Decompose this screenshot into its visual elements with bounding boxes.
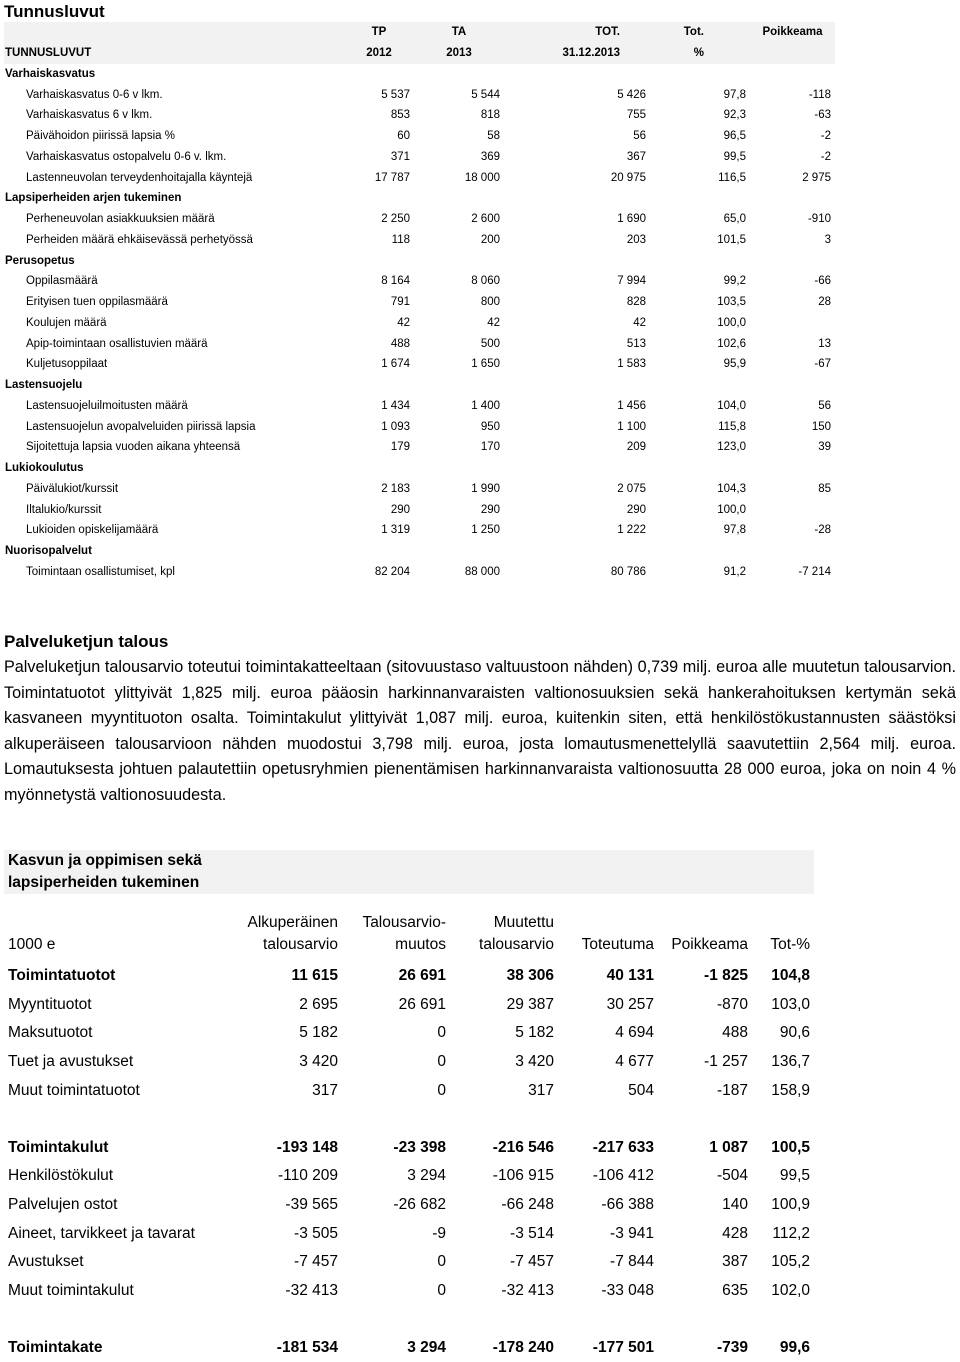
- kpi-header-cell: Poikkeama: [750, 22, 835, 43]
- budget-cell: -217 633: [592, 1138, 654, 1156]
- kpi-row: [4, 562, 835, 583]
- budget-header-cell: [658, 894, 752, 962]
- budget-header-cell: [342, 894, 450, 962]
- kpi-cell: 92,3: [723, 109, 746, 122]
- budget-cell: 387: [722, 1253, 748, 1271]
- budget-title-line: Kasvun ja oppimisen sekä: [8, 852, 202, 869]
- budget-cell: 4 694: [615, 1024, 654, 1042]
- budget-cell: 3 420: [299, 1053, 338, 1071]
- budget-cell: 3 294: [407, 1167, 446, 1185]
- kpi-section-row: [4, 188, 835, 209]
- budget-row-label: Muut toimintakulut: [8, 1281, 134, 1299]
- kpi-row-label: Perheiden määrä ehkäisevässä perhetyössä: [26, 233, 253, 246]
- budget-cell: 5 182: [515, 1024, 554, 1042]
- kpi-cell: 290: [480, 503, 500, 516]
- budget-cell: 4 677: [615, 1053, 654, 1071]
- kpi-cell: 203: [626, 233, 646, 246]
- kpi-section-row: [4, 64, 835, 85]
- kpi-cell: 42: [487, 316, 500, 329]
- kpi-cell: -7 214: [798, 565, 831, 578]
- kpi-cell: 65,0: [723, 213, 746, 226]
- budget-header-line: 1000 e: [8, 936, 56, 953]
- budget-cell: 26 691: [398, 995, 446, 1013]
- budget-cell: -7 457: [294, 1253, 338, 1271]
- page-title: Tunnusluvut: [4, 2, 105, 21]
- kpi-cell: 99,2: [723, 275, 746, 288]
- kpi-header-cell: 2012: [344, 43, 414, 64]
- budget-cell: -9: [432, 1224, 446, 1242]
- budget-cell: 100,9: [771, 1196, 811, 1214]
- budget-cell: -7 457: [510, 1253, 554, 1271]
- budget-row: [4, 1048, 814, 1077]
- budget-row-label: Palvelujen ostot: [8, 1196, 118, 1214]
- kpi-cell: 116,5: [718, 171, 746, 184]
- budget-cell: 29 387: [506, 995, 554, 1013]
- kpi-cell: 2 183: [381, 482, 410, 495]
- kpi-row: [4, 437, 835, 458]
- kpi-cell: 818: [480, 109, 500, 122]
- kpi-cell: 56: [818, 399, 831, 412]
- budget-cell: 100,5: [771, 1138, 811, 1156]
- kpi-cell: 18 000: [464, 171, 500, 184]
- kpi-header-cell: [750, 43, 835, 64]
- budget-header-cell: [4, 894, 234, 962]
- kpi-cell: 103,5: [717, 296, 746, 309]
- kpi-cell: 1 250: [471, 524, 500, 537]
- kpi-cell: -63: [814, 109, 831, 122]
- budget-row: [4, 991, 814, 1020]
- kpi-cell: 42: [633, 316, 646, 329]
- budget-row-label: Myyntituotot: [8, 995, 92, 1013]
- budget-cell: 102,0: [771, 1281, 811, 1299]
- kpi-cell: 2 250: [381, 213, 410, 226]
- budget-header-cell: [558, 894, 658, 962]
- kpi-cell: 853: [390, 109, 410, 122]
- kpi-cell: 2 075: [617, 482, 646, 495]
- budget-cell: -177 501: [592, 1339, 654, 1357]
- kpi-cell: 1 650: [471, 358, 500, 371]
- section-heading: Palveluketjun talous: [4, 632, 169, 651]
- budget-header-line: Toteutuma: [581, 936, 654, 953]
- kpi-header-row: [4, 43, 835, 64]
- budget-cell: 317: [312, 1081, 338, 1099]
- kpi-cell: 290: [626, 503, 646, 516]
- kpi-cell: 5 537: [381, 88, 410, 101]
- kpi-cell: -2: [820, 130, 831, 143]
- budget-cell: 40 131: [606, 967, 654, 985]
- kpi-cell: 513: [626, 337, 646, 350]
- kpi-row: [4, 167, 835, 188]
- budget-cell: -106 412: [592, 1167, 654, 1185]
- kpi-row-label: Iltalukio/kurssit: [26, 503, 102, 516]
- budget-cell: 3 420: [515, 1053, 554, 1071]
- budget-cell: 0: [437, 1281, 446, 1299]
- budget-cell: 90,6: [779, 1024, 811, 1042]
- kpi-row-label: Varhaiskasvatus 6 v lkm.: [26, 109, 153, 122]
- kpi-row: [4, 333, 835, 354]
- budget-cell: -23 398: [393, 1138, 446, 1156]
- kpi-row-label: Lastensuojeluilmoitusten määrä: [26, 399, 188, 412]
- kpi-cell: 1 690: [617, 213, 646, 226]
- budget-header-cell: [450, 894, 558, 962]
- budget-title: [4, 850, 814, 894]
- budget-total-row: [4, 1134, 814, 1163]
- kpi-cell: 7 994: [617, 275, 646, 288]
- budget-cell: -26 682: [393, 1196, 446, 1214]
- kpi-row: [4, 292, 835, 313]
- kpi-row-label: Lastenneuvolan terveydenhoitajalla käyntejä: [26, 171, 253, 184]
- budget-cell: 317: [528, 1081, 554, 1099]
- budget-row-label: Toimintakulut: [8, 1138, 109, 1156]
- budget-row-label: Tuet ja avustukset: [8, 1053, 134, 1071]
- kpi-cell: 200: [480, 233, 500, 246]
- budget-row: [4, 1191, 814, 1220]
- budget-cell: 99,5: [779, 1167, 811, 1185]
- kpi-cell: 102,6: [717, 337, 746, 350]
- budget-cell: -178 240: [492, 1339, 554, 1357]
- budget-cell: -110 209: [277, 1167, 338, 1185]
- kpi-cell: 80 786: [610, 565, 646, 578]
- budget-row: [4, 1162, 814, 1191]
- kpi-row-label: Varhaiskasvatus 0-6 v lkm.: [26, 88, 163, 101]
- budget-table: [4, 850, 814, 1362]
- kpi-header-cell: 31.12.2013: [504, 43, 650, 64]
- kpi-row-label: Lastensuojelun avopalveluiden piirissä lapsia: [26, 420, 256, 433]
- kpi-section-row: [4, 458, 835, 479]
- budget-spacer-cell: [4, 1305, 814, 1334]
- budget-cell: 488: [722, 1024, 748, 1042]
- kpi-cell: 369: [480, 150, 500, 163]
- kpi-header-cell: 2013: [414, 43, 504, 64]
- kpi-row-label: Lukioiden opiskelijamäärä: [26, 524, 159, 537]
- kpi-row-label: Oppilasmäärä: [26, 275, 98, 288]
- kpi-row-label: Varhaiskasvatus ostopalvelu 0-6 v. lkm.: [26, 150, 227, 163]
- budget-cell: 504: [628, 1081, 654, 1099]
- section-paragraph: Palveluketjun talousarvio toteutui toimintakatteeltaan (sitovuustaso valtuustoon nähden) 0,739 milj. euroa alle muutetun talousarvion. Toimintatuotot ylittyivät 1,825 milj. euroa pääosin harkinnanvaraisten valtionosuuksien sekä hankerahoituksen kertymän sekä kasvaneen myyntituoton osalta. Toimintakulut ylittyivät 1,087 milj. euroa, kuitenkin siten, että henkilöstökustannusten säästöksi alkuperäiseen talousarvioon nähden muodostui 3,798 milj. euroa, josta lomautusmenettelyllä saavutettiin 2,564 milj. euroa. Lomautuksesta johtuen palautettiin opetusryhmien pienentämisen harkinnanvaraista valtionosuutta 28 000 euroa, joka on noin 4 % myönnetystä valtionosuudesta.: [4, 658, 956, 804]
- kpi-cell: 42: [397, 316, 410, 329]
- kpi-cell: 950: [480, 420, 500, 433]
- kpi-section-title: Lastensuojelu: [5, 379, 83, 392]
- kpi-row: [4, 520, 835, 541]
- budget-cell: 2 695: [299, 995, 338, 1013]
- kpi-cell: 1 434: [381, 399, 410, 412]
- budget-spacer-row: [4, 1105, 814, 1134]
- budget-cell: -66 388: [601, 1196, 654, 1214]
- kpi-cell: 97,8: [723, 524, 746, 537]
- kpi-cell: 367: [626, 150, 646, 163]
- kpi-cell: 1 674: [381, 358, 410, 371]
- kpi-cell: 2 975: [802, 171, 831, 184]
- kpi-cell: 85: [818, 482, 831, 495]
- kpi-cell: 290: [390, 503, 410, 516]
- kpi-header-cell: %: [650, 43, 750, 64]
- kpi-cell: 17 787: [374, 171, 410, 184]
- kpi-cell: 100,0: [717, 503, 746, 516]
- budget-spacer-row: [4, 1305, 814, 1334]
- kpi-row: [4, 313, 835, 334]
- kpi-row-label: Erityisen tuen oppilasmäärä: [26, 296, 168, 309]
- budget-cell: 104,8: [771, 967, 811, 985]
- budget-header-line: talousarvio: [479, 936, 554, 953]
- budget-row-label: Aineet, tarvikkeet ja tavarat: [8, 1224, 195, 1242]
- kpi-cell: 20 975: [610, 171, 646, 184]
- kpi-section-row: [4, 250, 835, 271]
- kpi-cell: 97,8: [723, 88, 746, 101]
- kpi-row: [4, 354, 835, 375]
- budget-header-cell: [234, 894, 342, 962]
- kpi-row: [4, 126, 835, 147]
- kpi-section-title: Varhaiskasvatus: [5, 67, 96, 80]
- kpi-cell: 150: [811, 420, 831, 433]
- kpi-cell: 800: [480, 296, 500, 309]
- budget-row: [4, 1019, 814, 1048]
- kpi-row-label: Sijoitettuja lapsia vuoden aikana yhteensä: [26, 441, 241, 454]
- kpi-row-label: Kuljetusoppilaat: [26, 358, 108, 371]
- kpi-cell: -28: [814, 524, 831, 537]
- kpi-cell: 13: [818, 337, 831, 350]
- budget-cell: -32 413: [285, 1281, 338, 1299]
- budget-row-label: Henkilöstökulut: [8, 1167, 114, 1185]
- kpi-row: [4, 230, 835, 251]
- kpi-row: [4, 271, 835, 292]
- kpi-cell: 58: [487, 130, 500, 143]
- budget-cell: -181 534: [276, 1339, 338, 1357]
- budget-header-line: Muutettu: [493, 914, 554, 931]
- budget-header-line: Tot-%: [770, 936, 811, 953]
- budget-cell: -187: [716, 1081, 748, 1099]
- budget-cell: 0: [437, 1081, 446, 1099]
- kpi-cell: [750, 313, 835, 334]
- kpi-row: [4, 209, 835, 230]
- budget-total-row: [4, 1334, 814, 1362]
- budget-row: [4, 1219, 814, 1248]
- budget-row-label: Toimintakate: [8, 1339, 103, 1357]
- kpi-row: [4, 105, 835, 126]
- kpi-cell: 209: [626, 441, 646, 454]
- kpi-cell: 1 093: [381, 420, 410, 433]
- kpi-header-cell: TP: [344, 22, 414, 43]
- kpi-cell: 8 060: [471, 275, 500, 288]
- kpi-section-row: [4, 541, 835, 562]
- budget-cell: -66 248: [501, 1196, 554, 1214]
- budget-cell: -39 565: [285, 1196, 338, 1214]
- budget-cell: -3 514: [510, 1224, 554, 1242]
- kpi-cell: 91,2: [723, 565, 746, 578]
- budget-title-line: lapsiperheiden tukeminen: [8, 874, 200, 891]
- budget-cell: -106 915: [492, 1167, 554, 1185]
- kpi-cell: 5 426: [617, 88, 646, 101]
- kpi-row-label: Apip-toimintaan osallistuvien määrä: [26, 337, 208, 350]
- budget-cell: 158,9: [771, 1081, 811, 1099]
- budget-cell: 3 294: [407, 1339, 446, 1357]
- kpi-cell: 1 456: [617, 399, 646, 412]
- kpi-cell: 1 400: [471, 399, 500, 412]
- kpi-header-cell: Tot.: [650, 22, 750, 43]
- kpi-row: [4, 84, 835, 105]
- budget-header-line: Alkuperäinen: [247, 914, 338, 931]
- kpi-cell: 371: [390, 150, 410, 163]
- budget-cell: -216 546: [492, 1138, 554, 1156]
- budget-header-line: talousarvio: [263, 936, 338, 953]
- kpi-cell: 1 100: [617, 420, 646, 433]
- budget-row-label: Toimintatuotot: [8, 967, 116, 985]
- kpi-row: [4, 416, 835, 437]
- budget-row: [4, 1076, 814, 1105]
- kpi-header-row: [4, 22, 835, 43]
- kpi-cell: 118: [391, 233, 410, 246]
- kpi-cell: 5 544: [471, 88, 500, 101]
- kpi-row-label: Toimintaan osallistumiset, kpl: [26, 565, 175, 578]
- kpi-cell: 115,8: [718, 420, 746, 433]
- budget-cell: -32 413: [501, 1281, 554, 1299]
- budget-header-line: Poikkeama: [671, 936, 748, 953]
- kpi-cell: 96,5: [723, 130, 746, 143]
- budget-cell: 99,6: [779, 1339, 811, 1357]
- budget-cell: -870: [716, 995, 748, 1013]
- budget-cell: 0: [437, 1053, 446, 1071]
- budget-header-cell: [752, 894, 814, 962]
- budget-cell: -504: [716, 1167, 748, 1185]
- budget-cell: 30 257: [606, 995, 654, 1013]
- kpi-row-label: Perheneuvolan asiakkuuksien määrä: [26, 213, 215, 226]
- kpi-cell: 755: [626, 109, 646, 122]
- kpi-cell: 99,5: [723, 150, 746, 163]
- kpi-cell: 123,0: [717, 441, 746, 454]
- kpi-cell: -2: [820, 150, 831, 163]
- budget-cell: 0: [437, 1253, 446, 1271]
- kpi-cell: 100,0: [717, 316, 746, 329]
- budget-cell: -33 048: [601, 1281, 654, 1299]
- budget-header-line: Talousarvio-: [362, 914, 446, 931]
- budget-cell: -3 505: [294, 1224, 338, 1242]
- budget-spacer-cell: [4, 1105, 814, 1134]
- kpi-cell: -67: [814, 358, 831, 371]
- kpi-cell: 791: [390, 296, 410, 309]
- kpi-cell: 170: [480, 441, 500, 454]
- budget-cell: 26 691: [398, 967, 446, 985]
- kpi-row: [4, 499, 835, 520]
- kpi-cell: 2 600: [471, 213, 500, 226]
- kpi-cell: 104,0: [717, 399, 746, 412]
- kpi-cell: 8 164: [381, 275, 410, 288]
- budget-title-row: [4, 850, 814, 894]
- kpi-section-title: Lapsiperheiden arjen tukeminen: [5, 192, 182, 205]
- kpi-cell: 488: [390, 337, 410, 350]
- budget-cell: 136,7: [771, 1053, 811, 1071]
- kpi-section-title: Perusopetus: [5, 254, 75, 267]
- kpi-cell: -118: [808, 88, 831, 101]
- budget-cell: 5 182: [299, 1024, 338, 1042]
- kpi-cell: 88 000: [464, 565, 500, 578]
- kpi-header-cell: TOT.: [504, 22, 650, 43]
- kpi-section-title: Lukiokoulutus: [5, 462, 84, 475]
- budget-cell: -1 825: [704, 967, 748, 985]
- kpi-row: [4, 479, 835, 500]
- kpi-cell: 179: [390, 441, 410, 454]
- budget-cell: 1 087: [709, 1138, 748, 1156]
- budget-row-label: Maksutuotot: [8, 1024, 93, 1042]
- budget-cell: 38 306: [506, 967, 554, 985]
- budget-cell: -193 148: [276, 1138, 338, 1156]
- kpi-header-cell: TA: [414, 22, 504, 43]
- kpi-cell: -66: [814, 275, 831, 288]
- budget-cell: 103,0: [771, 995, 811, 1013]
- budget-row-label: Muut toimintatuotot: [8, 1081, 140, 1099]
- budget-row: [4, 1248, 814, 1277]
- kpi-row: [4, 147, 835, 168]
- kpi-cell: 104,3: [717, 482, 746, 495]
- budget-cell: 105,2: [771, 1253, 811, 1271]
- kpi-cell: 500: [480, 337, 500, 350]
- kpi-cell: -910: [807, 213, 831, 226]
- budget-row: [4, 1277, 814, 1306]
- budget-cell: 11 615: [291, 967, 338, 985]
- kpi-cell: 1 583: [617, 358, 646, 371]
- kpi-cell: 60: [397, 130, 410, 143]
- budget-header-row: [4, 894, 814, 962]
- budget-cell: -3 941: [610, 1224, 654, 1242]
- budget-row-label: Avustukset: [8, 1253, 84, 1271]
- kpi-section-row: [4, 375, 835, 396]
- kpi-row-label: Koulujen määrä: [26, 316, 107, 329]
- budget-cell: -739: [716, 1339, 748, 1357]
- kpi-cell: 3: [824, 233, 831, 246]
- budget-cell: 140: [722, 1196, 748, 1214]
- kpi-cell: 1 222: [617, 524, 646, 537]
- kpi-header-cell: [4, 22, 344, 43]
- kpi-cell: [750, 499, 835, 520]
- kpi-row-label: Päivälukiot/kurssit: [26, 482, 119, 495]
- kpi-cell: 28: [818, 296, 831, 309]
- kpi-cell: 101,5: [717, 233, 746, 246]
- kpi-cell: 1 990: [471, 482, 500, 495]
- kpi-cell: 1 319: [381, 524, 410, 537]
- kpi-cell: 95,9: [723, 358, 746, 371]
- kpi-row-label: Päivähoidon piirissä lapsia %: [26, 130, 175, 143]
- budget-header-line: muutos: [395, 936, 446, 953]
- budget-cell: -1 257: [704, 1053, 748, 1071]
- kpi-row: [4, 396, 835, 417]
- budget-cell: -7 844: [610, 1253, 654, 1271]
- kpi-cell: 828: [626, 296, 646, 309]
- kpi-cell: 39: [818, 441, 831, 454]
- budget-cell: 112,2: [772, 1224, 811, 1242]
- budget-cell: 635: [722, 1281, 748, 1299]
- kpi-cell: 56: [633, 130, 646, 143]
- budget-cell: 428: [722, 1224, 748, 1242]
- kpi-table: [4, 22, 835, 582]
- budget-total-row: [4, 962, 814, 991]
- kpi-cell: 82 204: [374, 565, 410, 578]
- budget-cell: 0: [437, 1024, 446, 1042]
- kpi-header-cell: TUNNUSLUVUT: [4, 43, 344, 64]
- kpi-section-title: Nuorisopalvelut: [5, 545, 92, 558]
